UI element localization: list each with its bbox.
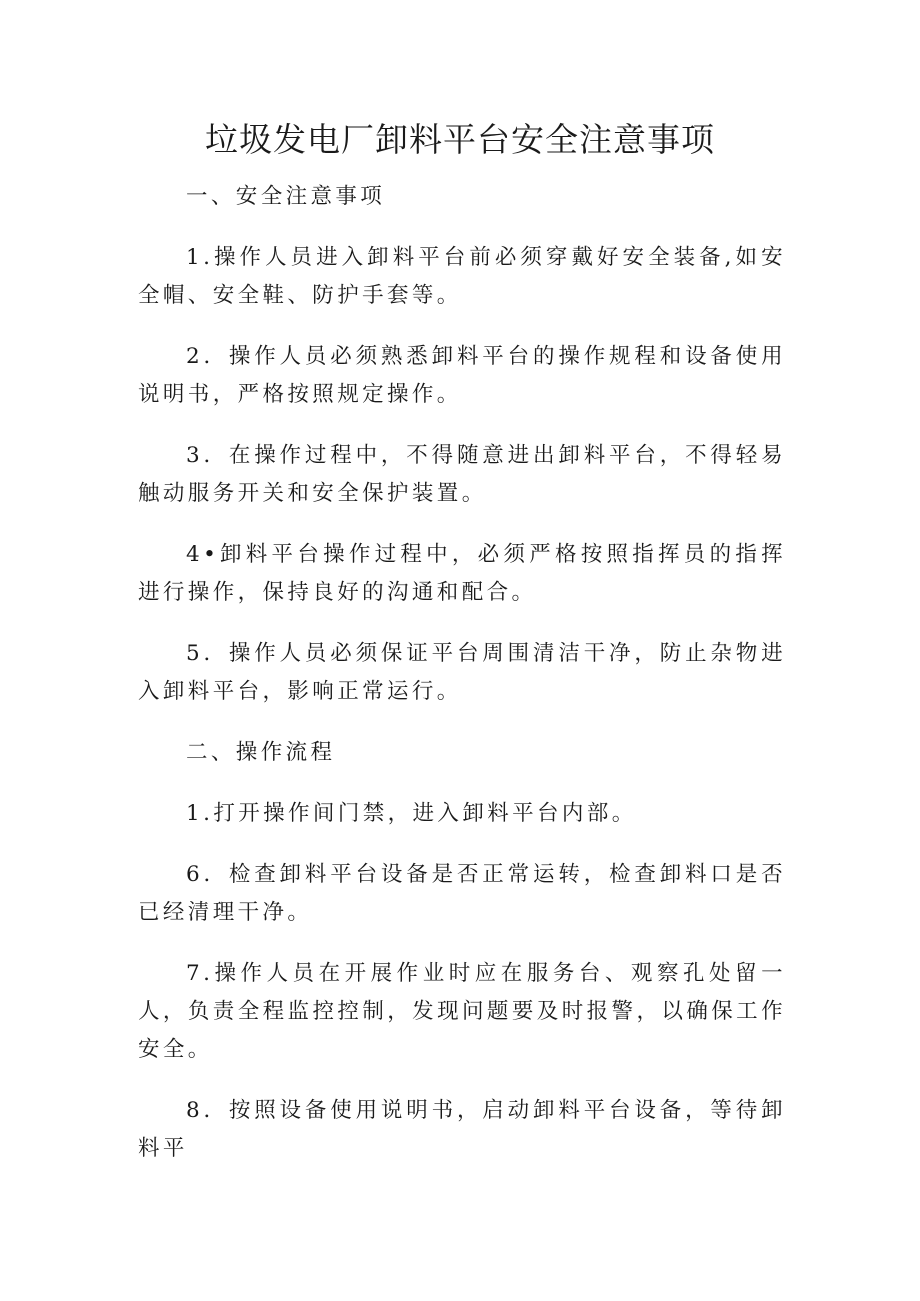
document-title: 垃圾发电厂卸料平台安全注意事项 xyxy=(205,120,715,159)
section-heading-procedure: 二、操作流程 xyxy=(186,740,336,765)
paragraph: 8．按照设备使用说明书，启动卸料平台设备，等待卸料平 xyxy=(138,1098,786,1161)
section-heading-safety: 一、安全注意事项 xyxy=(186,184,386,209)
paragraph: 5．操作人员必须保证平台周围清洁干净，防止杂物进入卸料平台，影响正常运行。 xyxy=(138,641,786,704)
paragraph: 2．操作人员必须熟悉卸料平台的操作规程和设备使用说明书，严格按照规定操作。 xyxy=(138,344,786,407)
paragraph: 1.打开操作间门禁，进入卸料平台内部。 xyxy=(186,801,637,826)
paragraph: 1.操作人员进入卸料平台前必须穿戴好安全装备,如安全帽、安全鞋、防护手套等。 xyxy=(138,245,786,308)
paragraph: 7.操作人员在开展作业时应在服务台、观察孔处留一人，负责全程监控控制，发现问题要及时报警，以确保工作安全。 xyxy=(138,961,786,1062)
paragraph: 3．在操作过程中，不得随意进出卸料平台，不得轻易触动服务开关和安全保护装置。 xyxy=(138,443,786,506)
paragraph: 6．检查卸料平台设备是否正常运转，检查卸料口是否已经清理干净。 xyxy=(138,862,786,925)
paragraph: 4•卸料平台操作过程中，必须严格按照指挥员的指挥进行操作，保持良好的沟通和配合。 xyxy=(138,542,786,605)
document-body xyxy=(138,178,786,1191)
